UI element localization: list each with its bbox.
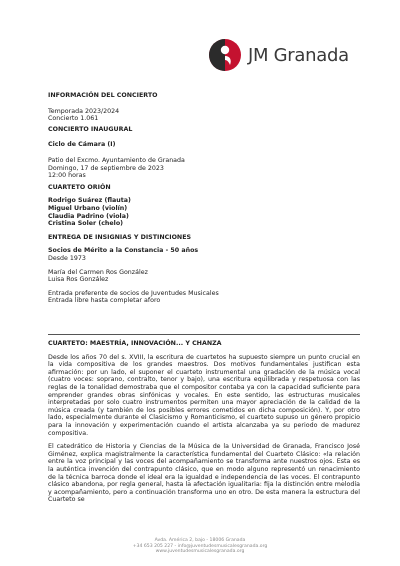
entry-note: Entrada preferente de socios de Juventudes Musicales: [48, 289, 219, 297]
brand-name: JM Granada: [248, 44, 349, 66]
article-title: CUARTETO: MAESTRÍA, INNOVACIÓN... Y CHANZA: [48, 340, 222, 347]
article-paragraph: El catedrático de Historia y Ciencias de la Música de la Universidad de Granada, Francisco José Giménez, explica magistralmente la característica fundamental del Cuarteto Clásico: «la relación entre la voz principal y las voces del acompañamiento se transforma ante nuestros ojos. Esta es la auténtica invención del contrapunto clásico, que en modo alguno representó un renacimiento de la técnica barroca donde el ideal era la igualdad e independencia de las voces. El contrapunto clásico abandona, por regla general, hasta la afectación igualitaria: fija la distinción entre melodía y acompañamiento, pero a continuación transforma uno en otro. De esta manera la estructura del Cuarteto se: [48, 443, 360, 504]
concert-number: Concierto 1.061: [48, 115, 99, 123]
awards-subheading: Socios de Mérito a la Constancia - 50 años: [48, 247, 199, 255]
season: Temporada 2023/2024: [48, 107, 120, 115]
venue: Patio del Excmo. Ayuntamiento de Granada: [48, 156, 185, 164]
article-paragraph: Desde los años 70 del s. XVIII, la escritura de cuartetos ha supuesto siempre un punto crucial en la vida compositiva de los grandes maestros. Dos motivos fundamentales justifican esta afirmación: por un lado, el suponer el cuarteto instrumental una gradación de la música vocal (cuatro voces: soprano, contralto, tenor y bajo), una escritura equilibrada y respetuosa con las reglas de la tonalidad demostraba que el compositor contaba ya con la capacidad suficiente para emprender grandes obras sinfónicas y vocales. En este sentido, las estructuras musicales interpretadas por solo cuatro instrumentos permiten una mayor apreciación de la calidad de la música creada (y también de los posibles errores cometidos en dicha composición). Y, por otro lado, especialmente durante el Clasicismo y Romanticismo, el cuarteto supuso un género propicio para la innovación y experimentación cuando el artista alcanzaba ya su periodo de madurez compositiva.: [48, 353, 360, 437]
footer-contact: +34 653 205 227 - info@juventudesmusicalesgranada.org: [132, 543, 268, 549]
member: Rodrigo Suárez (flauta): [48, 197, 131, 205]
footer: [0, 538, 400, 555]
concert-title: CONCIERTO INAUGURAL: [48, 125, 133, 133]
cycle: Ciclo de Cámara (I): [48, 141, 116, 149]
honoree: María del Carmen Ros González: [48, 268, 148, 276]
section-divider: [48, 334, 360, 335]
entry-note: Entrada libre hasta completar aforo: [48, 297, 161, 305]
awards-heading: ENTREGA DE INSIGNIAS Y DISTINCIONES: [48, 233, 192, 241]
honoree: Luisa Ros González: [48, 276, 109, 284]
member: Cristina Soler (chelo): [48, 220, 124, 228]
footer-address: Avda. América 2, bajo - 18006 Granada: [154, 538, 246, 543]
jm-logo-mark-icon: [208, 38, 242, 72]
info-heading: INFORMACIÓN DEL CONCIERTO: [48, 92, 158, 99]
date: Domingo, 17 de septiembre de 2023: [48, 164, 164, 172]
ensemble-name: CUARTETO ORIÓN: [48, 183, 111, 191]
jm-granada-logo: [208, 38, 349, 72]
concert-info: [48, 92, 360, 305]
member: Claudia Padrino (viola): [48, 212, 129, 220]
article: [48, 340, 360, 504]
footer-website: www.juventudesmusicalesgranada.org: [155, 549, 245, 555]
member: Miguel Urbano (violín): [48, 204, 128, 212]
since: Desde 1973: [48, 254, 86, 262]
time: 12:00 horas: [48, 172, 86, 180]
